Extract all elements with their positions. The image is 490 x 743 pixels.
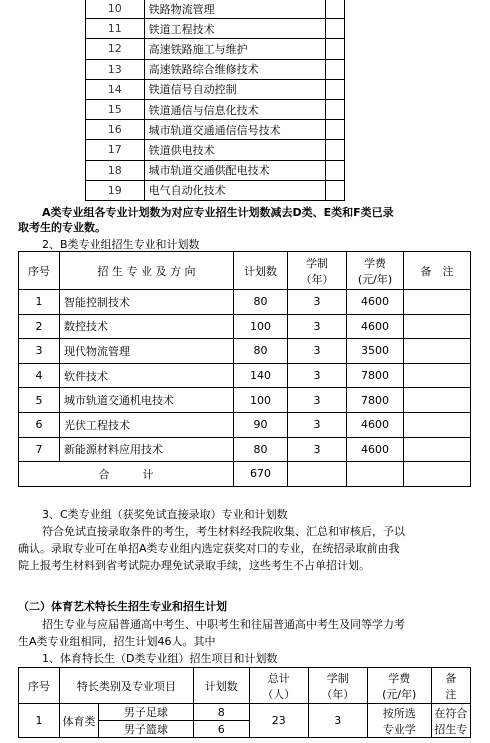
d-major-table [18,667,471,738]
cell-seq: 1 [19,290,60,315]
b-table-row [19,437,471,462]
section-c-p1: 符合免试直接录取条件的考生，考生材料经我院收集、汇总和审核后，予以 [42,525,405,538]
note-a-line2: 取考生的专业数。 [18,221,106,234]
cell-major: 数控技术 [60,314,234,339]
row-number: 10 [86,0,145,19]
d-cell-plan: 6 [193,721,249,738]
major-name: 铁路物流管理 [144,0,326,19]
b-table-row [19,314,471,339]
header-plan: 计划数 [234,252,288,290]
row-number: 12 [86,39,145,59]
major-name: 铁道通信与信息化技术 [144,99,326,119]
blank-cell [326,180,345,200]
blank-cell [326,59,345,79]
cell-note [404,412,471,437]
cell-seq: 4 [19,363,60,388]
d-cell-plan: 8 [193,704,249,721]
cell-fee: 4600 [347,314,404,339]
section-c-p2: 确认。录取专业可在单招A类专业组内选定获奖对口的专业，在统招录取前由我 [18,542,400,555]
d-header-cat: 特长类别及专业项目 [60,668,194,704]
d-cell-cat: 体育类 [60,704,99,738]
cell-years: 3 [288,412,347,437]
cell-major: 软件技术 [60,363,234,388]
blank-cell [326,99,345,119]
cell-seq: 6 [19,412,60,437]
top-table-row [86,79,345,99]
cell-major: 现代物流管理 [60,339,234,364]
d-header-total: 总计 （人） [249,668,308,704]
top-table-row [86,140,345,160]
d-header-fee: 学费 (元/年) [367,668,431,704]
cell-fee: 7800 [347,388,404,413]
cell-major: 智能控制技术 [60,290,234,315]
d-cell-fee: 按所选 专业学 [367,704,431,738]
section-2-p1: 招生专业与应届普通高中考生、中职考生和往届普通高中考生及同等学力考 [42,618,405,631]
blank-cell [326,79,345,99]
top-major-table [85,0,345,201]
cell-empty [347,462,404,487]
blank-cell [326,39,345,59]
header-major: 招 生 专 业 及 方 向 [60,252,234,290]
cell-years: 3 [288,314,347,339]
cell-years: 3 [288,388,347,413]
cell-note [404,388,471,413]
cell-fee: 4600 [347,437,404,462]
major-name: 铁道信号自动控制 [144,79,326,99]
major-name: 城市轨道交通通信信号技术 [144,120,326,140]
d-cell-total: 23 [249,704,308,738]
cell-note [404,339,471,364]
total-label: 合 计 [19,462,234,487]
cell-empty [404,462,471,487]
cell-note [404,437,471,462]
cell-seq: 5 [19,388,60,413]
cell-major: 光伏工程技术 [60,412,234,437]
cell-fee: 7800 [347,363,404,388]
top-table-row [86,99,345,119]
cell-years: 3 [288,290,347,315]
cell-plan: 140 [234,363,288,388]
major-name: 电气自动化技术 [144,180,326,200]
cell-years: 3 [288,339,347,364]
cell-fee: 3500 [347,339,404,364]
major-name: 高速铁路综合维修技术 [144,59,326,79]
b-table-row [19,290,471,315]
top-table-row [86,180,345,200]
row-number: 16 [86,120,145,140]
d-cell-item: 男子篮球 [99,721,194,738]
header-years: 学制 （年） [288,252,347,290]
major-name: 高速铁路施工与维护 [144,39,326,59]
b-table-total-row [19,462,471,487]
d-cell-seq: 1 [19,704,60,738]
cell-seq: 3 [19,339,60,364]
b-table-row [19,339,471,364]
top-table-row [86,59,345,79]
blank-cell [326,120,345,140]
d-cell-note: 在符合 招生专 [431,704,470,738]
row-number: 19 [86,180,145,200]
d-header-seq: 序号 [19,668,60,704]
cell-major: 新能源材料应用技术 [60,437,234,462]
cell-years: 3 [288,363,347,388]
top-table-row [86,120,345,140]
top-table-row [86,160,345,180]
row-number: 15 [86,99,145,119]
blank-cell [326,0,345,19]
d-header-note: 备 注 [431,668,470,704]
cell-plan: 100 [234,314,288,339]
cell-note [404,290,471,315]
section-c-p3: 院上报考生材料到省考试院办理免试录取手续，这些考生不占单招计划。 [18,559,370,572]
section-2-sub: 1、体育特长生（D类专业组）招生项目和计划数 [42,652,278,665]
cell-fee: 4600 [347,290,404,315]
cell-seq: 7 [19,437,60,462]
cell-seq: 2 [19,314,60,339]
row-number: 14 [86,79,145,99]
major-name: 铁道供电技术 [144,140,326,160]
section-c-title: 3、C类专业组（获奖免试直接录取）专业和计划数 [42,508,288,521]
row-number: 13 [86,59,145,79]
blank-cell [326,160,345,180]
header-note: 备 注 [404,252,471,290]
cell-major: 城市轨道交通机电技术 [60,388,234,413]
top-table-row [86,39,345,59]
cell-years: 3 [288,437,347,462]
cell-note [404,363,471,388]
section-2-p2: 生A类专业组相同，招生计划46人。其中 [18,635,216,648]
d-header-years: 学制 （年） [308,668,367,704]
blank-cell [326,19,345,39]
b-table-row [19,363,471,388]
major-name: 铁道工程技术 [144,19,326,39]
cell-empty [288,462,347,487]
header-fee: 学费 (元/年) [347,252,404,290]
cell-plan: 100 [234,388,288,413]
total-value: 670 [234,462,288,487]
note-a-line1: A类专业组各专业计划数为对应专业招生计划数减去D类、E类和F类已录 [42,206,394,219]
major-name: 城市轨道交通供配电技术 [144,160,326,180]
cell-note [404,314,471,339]
section-b-title: 2、B类专业组招生专业和计划数 [42,238,200,251]
row-number: 17 [86,140,145,160]
cell-plan: 80 [234,437,288,462]
b-major-table [18,251,471,487]
cell-fee: 4600 [347,412,404,437]
row-number: 18 [86,160,145,180]
header-seq: 序号 [19,252,60,290]
cell-plan: 90 [234,412,288,437]
blank-cell [326,140,345,160]
cell-plan: 80 [234,290,288,315]
d-header-plan: 计划数 [193,668,249,704]
b-table-row [19,388,471,413]
top-table-row [86,0,345,19]
d-cell-years: 3 [308,704,367,738]
d-cell-item: 男子足球 [99,704,194,721]
section-2-title: （二）体育艺术特长生招生专业和招生计划 [18,600,227,613]
row-number: 11 [86,19,145,39]
cell-plan: 80 [234,339,288,364]
b-table-row [19,412,471,437]
top-table-row [86,19,345,39]
